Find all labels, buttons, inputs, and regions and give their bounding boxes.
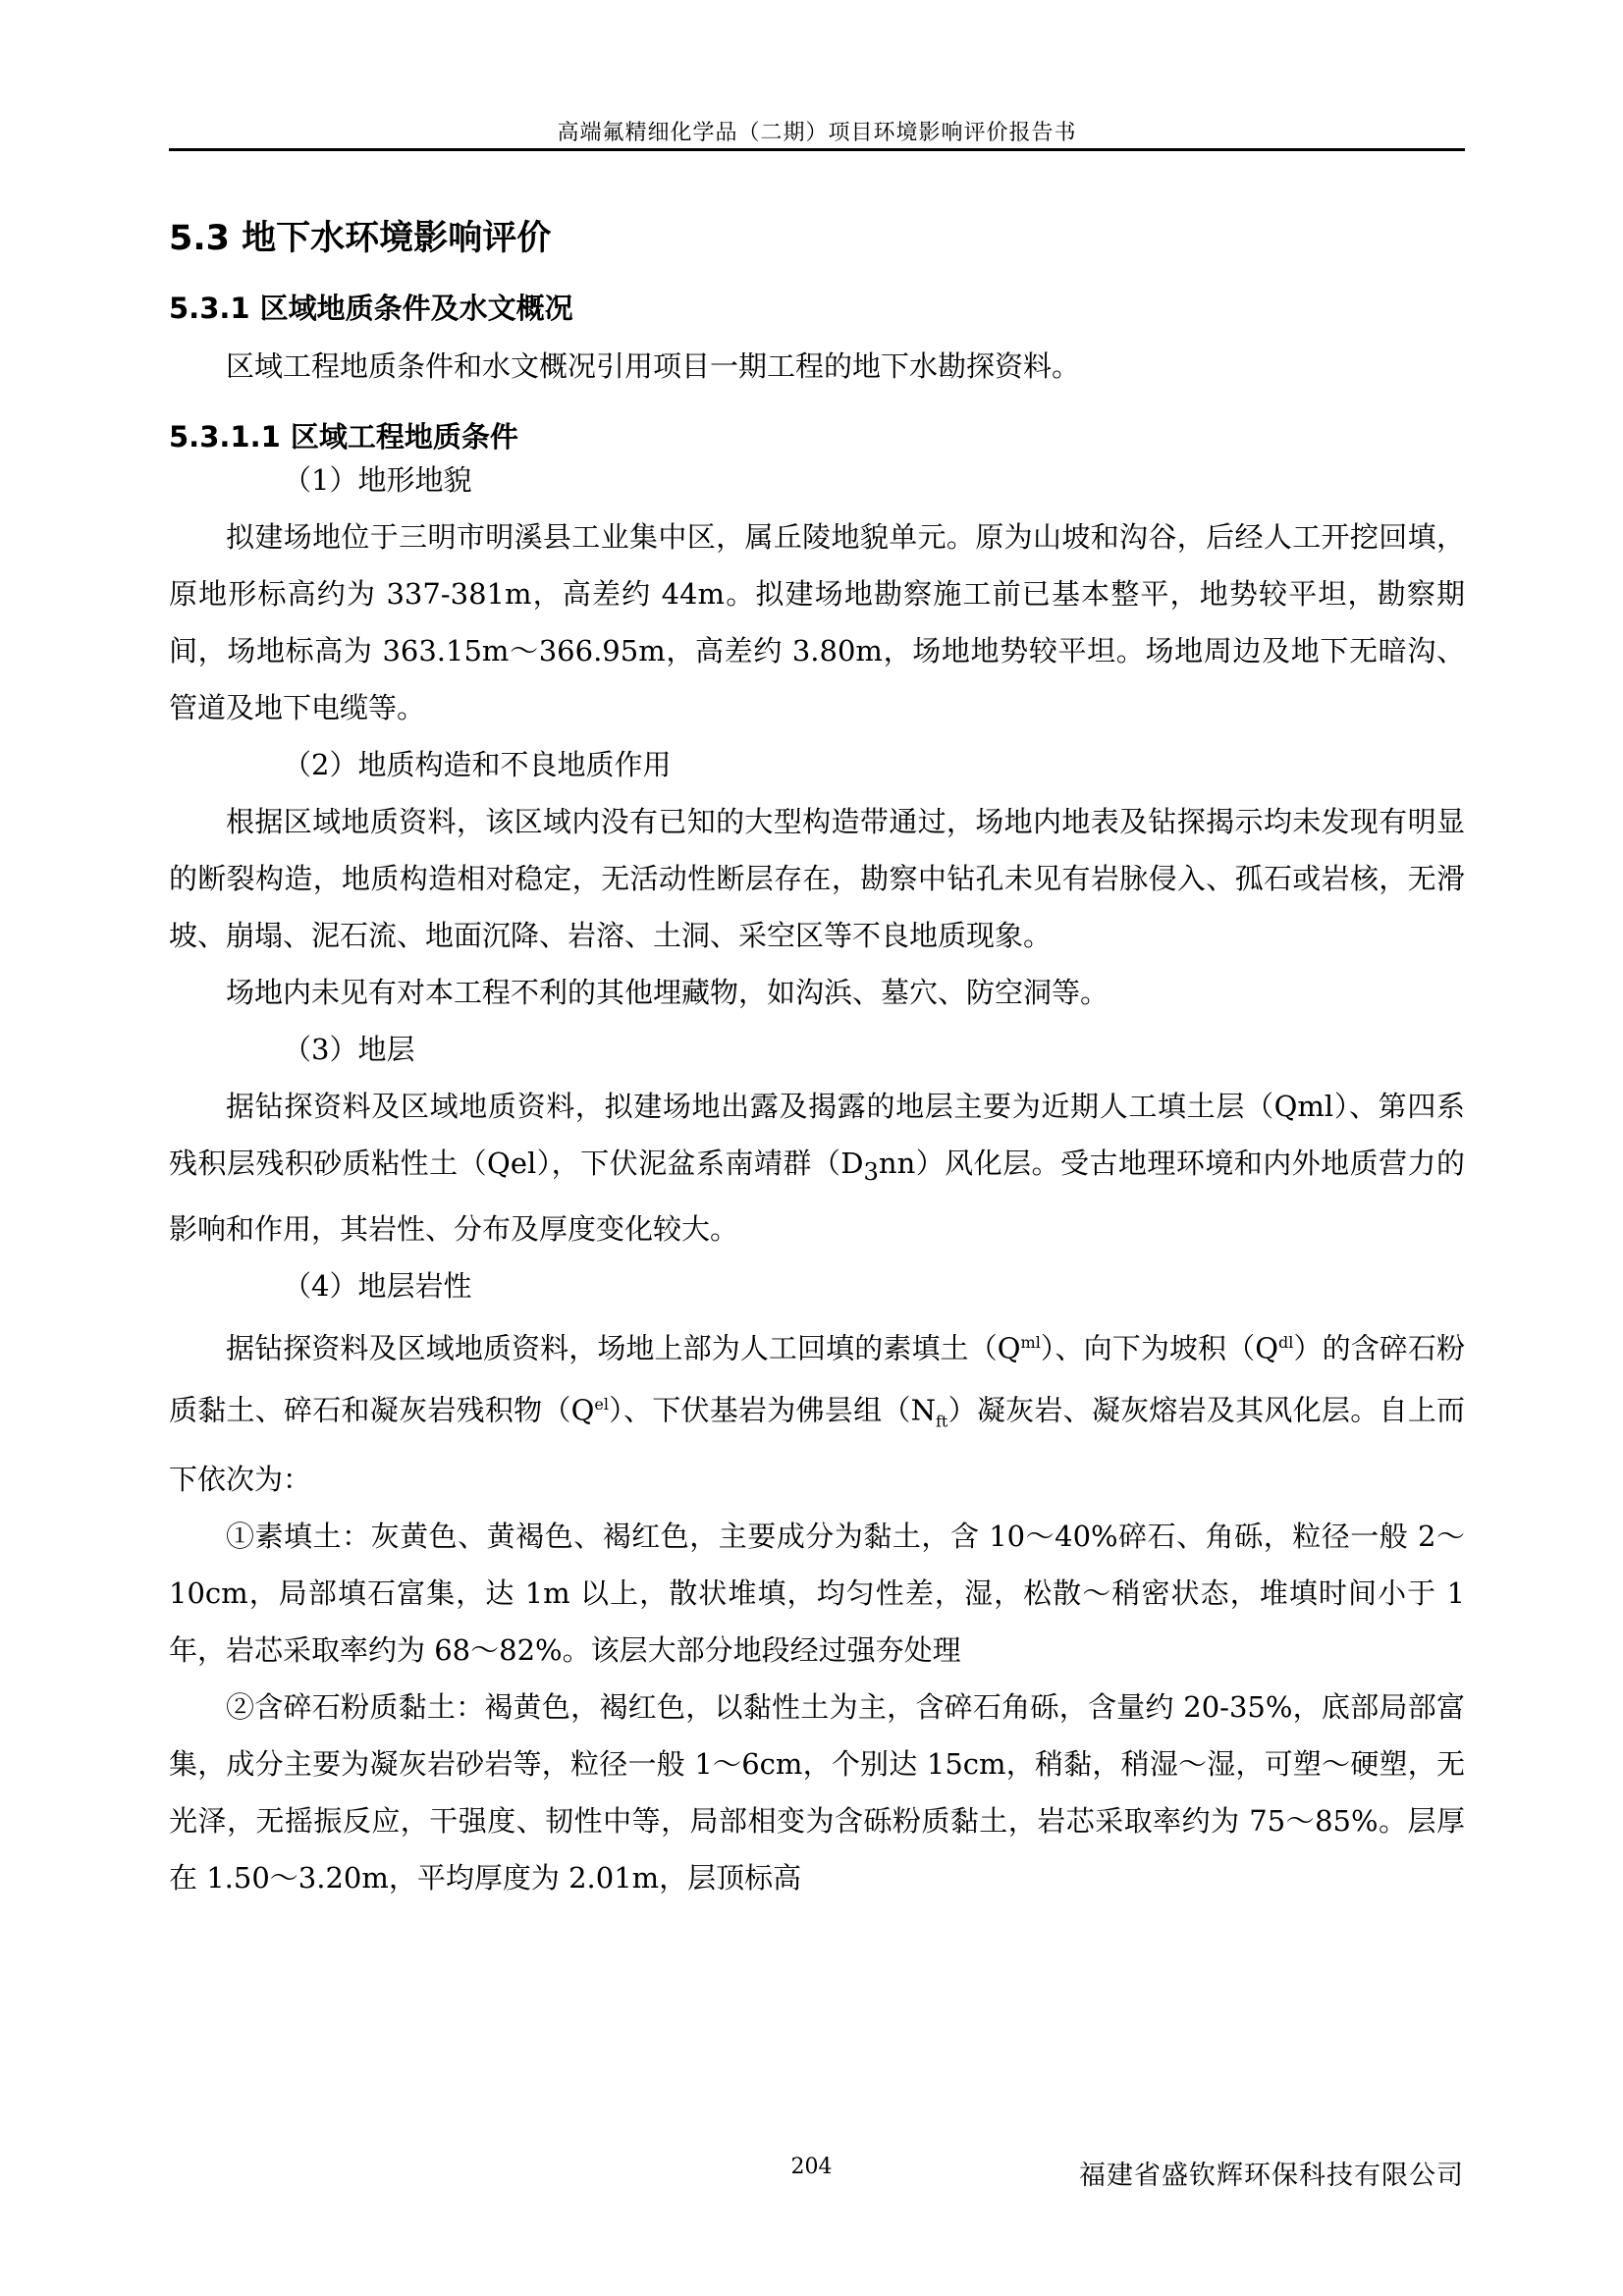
section-heading-5-3: 5.3 地下水环境影响评价 — [169, 219, 552, 258]
paragraph-gravel-clay: ②含碎石粉质黏土：褐黄色，褐红色，以黏性土为主，含碎石角砾，含量约 20-35%，底部局部富集，成分主要为凝灰岩砂岩等，粒径一般 1～6cm，个别达 15cm，稍黏，稍湿～湿，可塑～硬塑，无光泽，无摇振反应，干强度、韧性中等，局部相变为含砾粉质黏土，岩芯采取率约为 75～85%。层厚在 1.50～3.20m，平均厚度为 2.01m，层顶标高 — [169, 1689, 1465, 1895]
lithology-sup-el: el — [594, 1395, 609, 1415]
lithology-sub-ft: ft — [935, 1412, 948, 1431]
section-heading-5-3-1: 5.3.1 区域地质条件及水文概况 — [169, 292, 573, 325]
paragraph-terrain: 拟建场地位于三明市明溪县工业集中区，属丘陵地貌单元。原为山坡和沟谷，后经人工开挖回填，原地形标高约为 337-381m，高差约 44m。拟建场地勘察施工前已基本整平，地势较平坦，勘察期间，场地标高为 363.15m～366.95m，高差约 3.80m，场地地势较平坦。场地周边及地下无暗沟、管道及地下电缆等。 — [169, 520, 1465, 724]
lithology-text-d: ）、下伏基岩为佛昙组（N — [608, 1394, 936, 1428]
paragraph-fill-soil: ①素填土：灰黄色、黄褐色、褐红色，主要成分为黏土，含 10～40%碎石、角砾，粒径一般 2～10cm，局部填石富集，达 1m 以上，散状堆填，均匀性差，湿，松散～稍密状态，堆填时间小于 1 年，岩芯采取率约为 68～82%。该层大部分地段经过强夯处理 — [169, 1519, 1465, 1667]
lithology-text-c: ）的含碎石粉质黏土、碎石和凝灰岩残积物（Q — [169, 1331, 1466, 1428]
lithology-text-e: ）凝灰岩、凝灰熔岩及其风化层。自上而下依次为： — [169, 1394, 1465, 1496]
running-header: 高端氟精细化学品（二期）项目环境影响评价报告书 — [557, 121, 1077, 145]
subheading-lithology: （4）地层岩性 — [283, 1268, 472, 1303]
paragraph-buried-objects: 场地内未见有对本工程不利的其他埋藏物，如沟浜、墓穴、防空洞等。 — [226, 976, 1109, 1009]
lithology-text-b: ）、向下为坡积（Q — [1040, 1331, 1279, 1365]
lithology-sup-dl: dl — [1278, 1332, 1294, 1352]
lithology-text-a: 据钻探资料及区域地质资料，场地上部为人工回填的素填土（Q — [226, 1331, 1021, 1365]
paragraph-strata — [169, 1078, 1465, 1257]
paragraph-intro: 区域工程地质条件和水文概况引用项目一期工程的地下水勘探资料。 — [226, 349, 1081, 383]
section-heading-5-3-1-1: 5.3.1.1 区域工程地质条件 — [169, 420, 518, 454]
header-rule — [169, 148, 1465, 151]
subheading-strata: （3）地层 — [283, 1033, 415, 1066]
paragraph-lithology — [169, 1314, 1465, 1508]
subheading-geologic-structure: （2）地质构造和不良地质作用 — [283, 748, 672, 781]
strata-text-part-b: nn）风化层。受古地理环境和内外地质营力的影响和作用，其岩性、分布及厚度变化较大。 — [169, 1147, 1465, 1246]
strata-subscript: 3 — [863, 1157, 879, 1186]
footer-company: 福建省盛钦辉环保科技有限公司 — [1079, 2161, 1464, 2191]
strata-text-part-a: 据钻探资料及区域地质资料，拟建场地出露及揭露的地层主要为近期人工填土层（Qml）、第四系残积层残积砂质粘性土（Qel），下伏泥盆系南靖群（D — [169, 1090, 1465, 1180]
subheading-terrain: （1）地形地貌 — [283, 463, 472, 497]
paragraph-geologic-structure: 根据区域地质资料，该区域内没有已知的大型构造带通过，场地内地表及钻探揭示均未发现有明显的断裂构造，地质构造相对稳定，无活动性断层存在，勘察中钻孔未见有岩脉侵入、孤石或岩核，无滑坡、崩塌、泥石流、地面沉降、岩溶、土洞、采空区等不良地质现象。 — [169, 805, 1465, 952]
page-number: 204 — [790, 2155, 833, 2179]
lithology-sup-ml: ml — [1020, 1332, 1041, 1352]
body-text — [169, 338, 1465, 1906]
